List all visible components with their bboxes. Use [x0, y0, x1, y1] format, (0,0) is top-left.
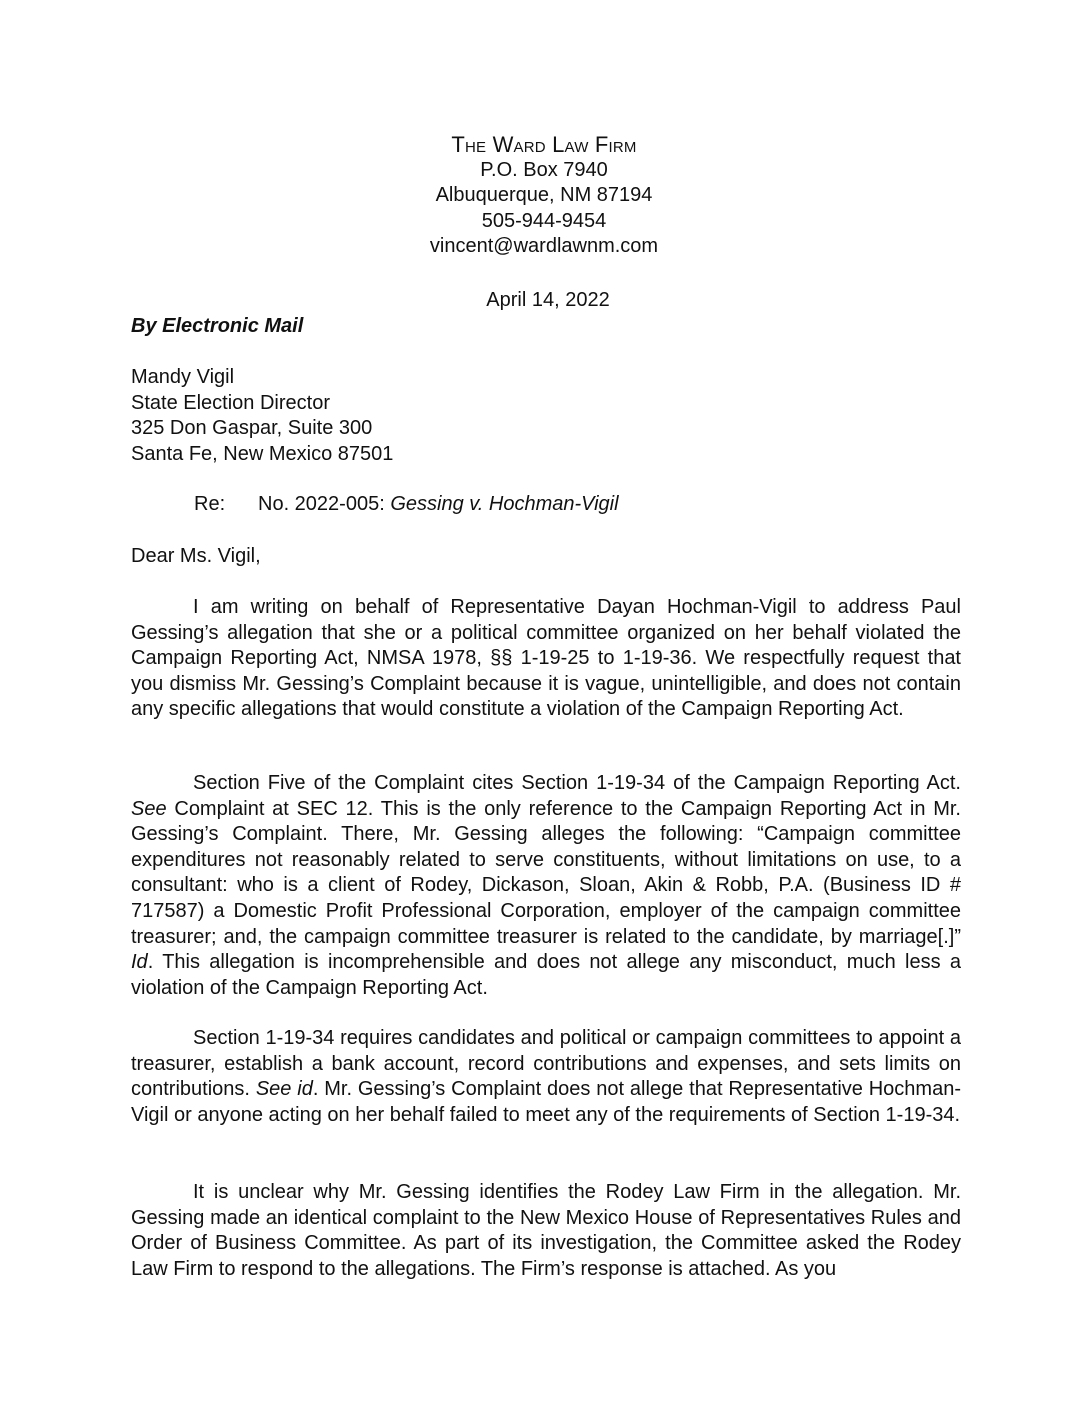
delivery-method: By Electronic Mail — [131, 315, 304, 337]
re-case-number: No. 2022-005: — [258, 493, 391, 515]
recipient-block — [131, 365, 393, 467]
re-case-name: Gessing v. Hochman-Vigil — [390, 493, 619, 515]
firm-address-line1: P.O. Box 7940 — [480, 158, 608, 181]
body-paragraph-1: I am writing on behalf of Representative Dayan Hochman-Vigil to address Paul Gessing’s allegation that she or a political committee organized on her behalf violated the Campaign Reporting Act, NMSA 1978, §§ 1-19-25 to 1-19-36. We respectfully request that you dismiss Mr. Gessing’s Complaint because it is vague, unintelligible, and does not contain any specific allegations that would constitute a violation of the Campaign Reporting Act. — [131, 596, 961, 721]
firm-phone: 505-944-9454 — [481, 209, 607, 232]
firm-email: vincent@wardlawnm.com — [429, 235, 659, 257]
p2-text-c: . This allegation is incomprehensible and does not allege any misconduct, much less a violation of the Campaign Reporting Act. — [131, 951, 961, 999]
p3-text-a: Section 1-19-34 requires candidates and political or campaign committees to appoint a treasurer, establish a bank account, record contributions and expenses, and sets limits on contributions. — [131, 1027, 961, 1101]
re-label: Re: — [194, 493, 226, 515]
p2-citation-id: Id — [131, 951, 148, 974]
recipient-street: 325 Don Gaspar, Suite 300 — [131, 417, 373, 439]
p2-text-b: Complaint at SEC 12. This is the only reference to the Campaign Reporting Act in Mr. Gessing’s Complaint. There, Mr. Gessing alleges the following: “Campaign committee expenditures not reasonably related to serve constituents, without limitations on use, to a consultant: who is a client of Rodey, Dickason, Sloan, Akin & Robb, P.A. (Business ID # 717587) a Domestic Profit Professional Corporation, employer of the campaign committee treasurer; and, the campaign committee treasurer is related to the candidate, by marriage[.]” — [131, 797, 961, 948]
letter-date: April 14, 2022 — [486, 289, 610, 311]
p2-citation-see: See — [131, 797, 167, 820]
re-line — [194, 492, 619, 517]
p2-text-a: Section Five of the Complaint cites Section 1-19-34 of the Campaign Reporting Act. — [193, 772, 961, 794]
firm-address-line2: Albuquerque, NM 87194 — [435, 184, 653, 206]
recipient-city-state-zip: Santa Fe, New Mexico 87501 — [131, 442, 394, 465]
firm-name: The Ward Law Firm — [451, 132, 637, 157]
recipient-name: Mandy Vigil — [131, 366, 235, 388]
p3-text-b: . Mr. Gessing’s Complaint does not allege that Representative Hochman-Vigil or anyone acting on her behalf failed to meet any of the requirements of Section 1-19-34. — [131, 1078, 961, 1126]
p3-citation-see-id: See id — [255, 1078, 313, 1101]
salutation: Dear Ms. Vigil, — [131, 545, 261, 567]
body-paragraph-3 — [131, 1026, 961, 1128]
recipient-title: State Election Director — [131, 391, 330, 414]
letterhead — [0, 132, 1088, 260]
body-paragraph-2 — [131, 771, 961, 1001]
body-paragraph-4: It is unclear why Mr. Gessing identifies the Rodey Law Firm in the allegation. Mr. Gessing made an identical complaint to the New Mexico House of Representatives Rules and Order of Business Committee. As part of its investigation, the Committee asked the Rodey Law Firm to respond to the allegations. The Firm’s response is attached. As you — [131, 1181, 961, 1280]
